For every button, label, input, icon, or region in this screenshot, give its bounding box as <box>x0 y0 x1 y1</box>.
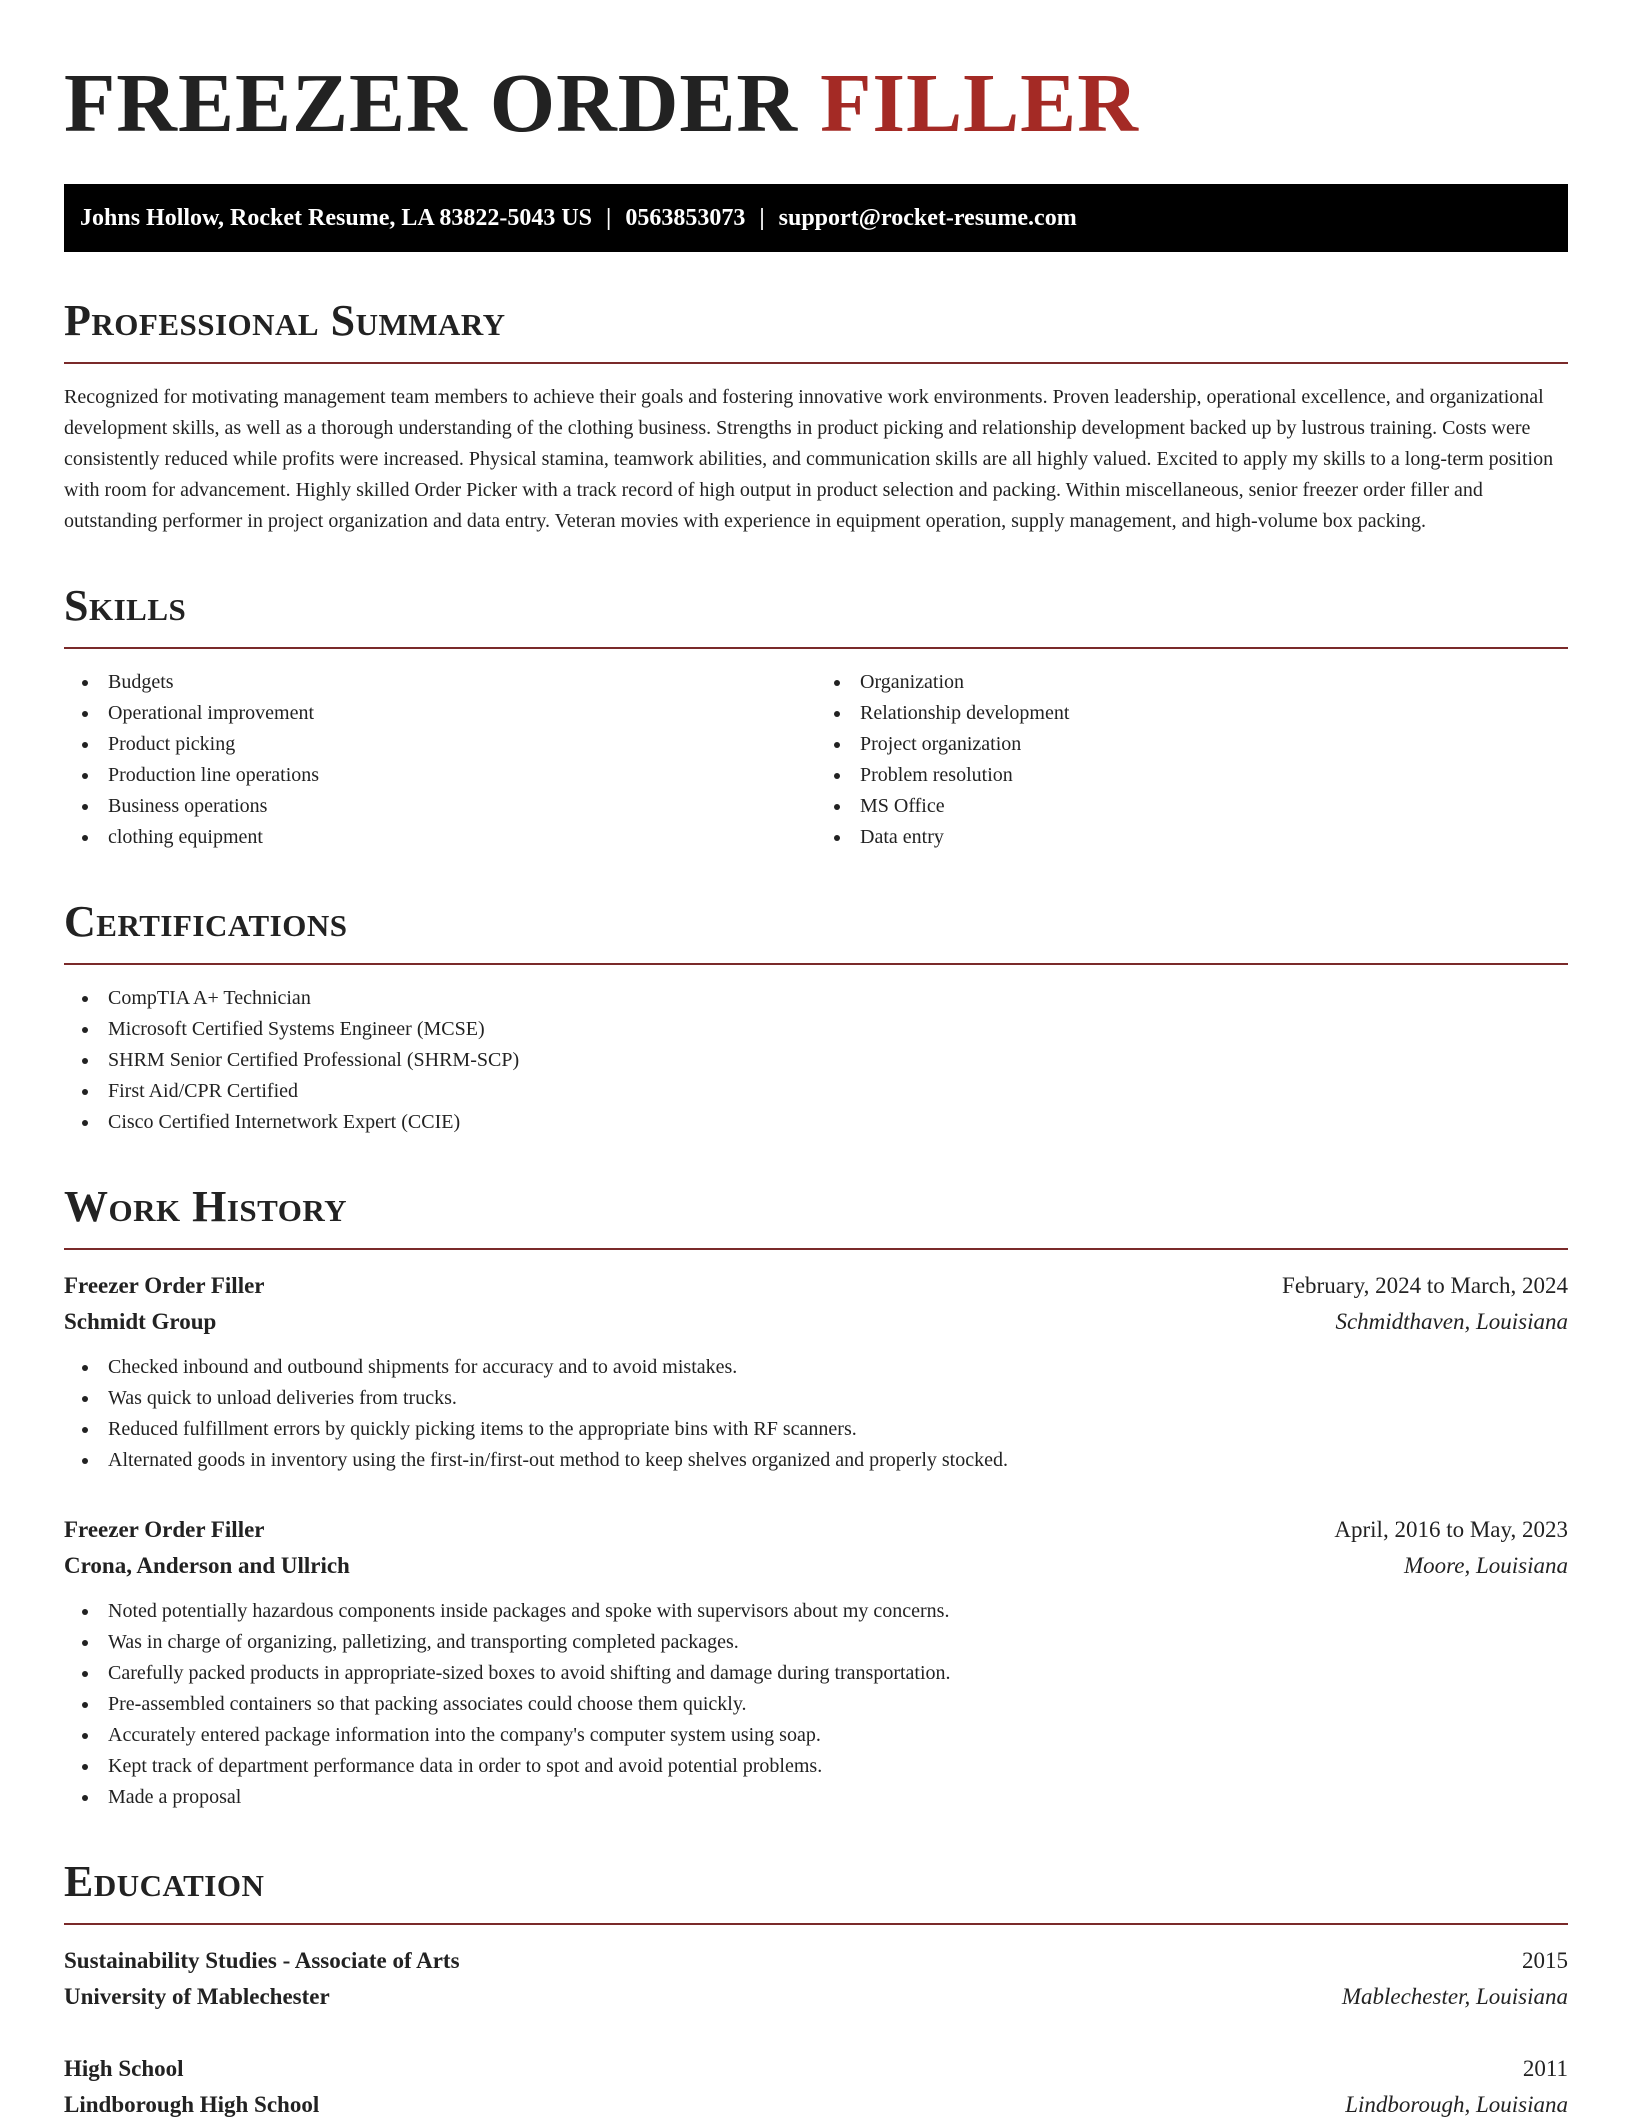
certifications-section <box>64 897 1568 1138</box>
skill-item: Relationship development <box>816 698 1568 729</box>
contact-address: Johns Hollow, Rocket Resume, LA 83822-5043 US <box>80 204 593 231</box>
certification-item: SHRM Senior Certified Professional (SHRM-SCP) <box>64 1045 1568 1076</box>
job-title: Freezer Order Filler <box>64 1517 265 1542</box>
skill-item: Operational improvement <box>64 698 816 729</box>
contact-phone: 0563853073 <box>625 204 746 231</box>
skills-section <box>64 581 1568 853</box>
section-heading: Education <box>64 1857 265 1906</box>
job-dates: February, 2024 to March, 2024 <box>1282 1273 1568 1298</box>
education-degree: High School <box>64 2056 184 2081</box>
job-header-row <box>64 1512 1568 1548</box>
skill-item: MS Office <box>816 791 1568 822</box>
title-main: FREEZER ORDER <box>64 57 799 150</box>
skill-item: Budgets <box>64 667 816 698</box>
skills-list-left <box>64 667 816 853</box>
contact-separator: | <box>606 204 612 231</box>
job-duty: Kept track of department performance data in order to spot and avoid potential problems. <box>64 1751 1568 1782</box>
certification-item: First Aid/CPR Certified <box>64 1076 1568 1107</box>
skill-item: Product picking <box>64 729 816 760</box>
education-entry <box>64 2051 1568 2123</box>
job-entry <box>64 1512 1568 1813</box>
job-company-row <box>64 1548 1568 1584</box>
education-entry <box>64 1943 1568 2015</box>
job-location: Moore, Louisiana <box>1404 1553 1568 1578</box>
work-history-section <box>64 1182 1568 1813</box>
job-duty: Checked inbound and outbound shipments for accuracy and to avoid mistakes. <box>64 1352 1568 1383</box>
job-company-row <box>64 1304 1568 1340</box>
section-divider <box>64 362 1568 364</box>
contact-bar <box>64 184 1568 252</box>
section-heading: Professional Summary <box>64 296 506 345</box>
skill-item: Problem resolution <box>816 760 1568 791</box>
job-duties-list <box>64 1596 1568 1813</box>
section-heading: Skills <box>64 581 187 630</box>
education-school: Lindborough High School <box>64 2092 320 2117</box>
skill-item: Production line operations <box>64 760 816 791</box>
skills-list-right <box>816 667 1568 853</box>
education-section <box>64 1857 1568 2123</box>
section-divider <box>64 1923 1568 1925</box>
education-location: Lindborough, Louisiana <box>1345 2092 1568 2117</box>
section-divider <box>64 963 1568 965</box>
skill-item: clothing equipment <box>64 822 816 853</box>
job-header-row <box>64 1268 1568 1304</box>
resume-title <box>64 56 1568 152</box>
summary-section <box>64 296 1568 537</box>
education-school: University of Mablechester <box>64 1984 330 2009</box>
job-dates: April, 2016 to May, 2023 <box>1334 1517 1568 1542</box>
job-company: Crona, Anderson and Ullrich <box>64 1553 350 1578</box>
title-accent: FILLER <box>820 57 1139 150</box>
certifications-list <box>64 983 1568 1138</box>
contact-separator: | <box>759 204 765 231</box>
job-duty: Was quick to unload deliveries from trucks. <box>64 1383 1568 1414</box>
job-location: Schmidthaven, Louisiana <box>1335 1309 1568 1334</box>
education-school-row <box>64 1979 1568 2015</box>
job-duty: Carefully packed products in appropriate-sized boxes to avoid shifting and damage during transportation. <box>64 1658 1568 1689</box>
section-heading: Certifications <box>64 897 348 946</box>
education-degree: Sustainability Studies - Associate of Arts <box>64 1948 460 1973</box>
certification-item: CompTIA A+ Technician <box>64 983 1568 1014</box>
job-duty: Accurately entered package information into the company's computer system using soap. <box>64 1720 1568 1751</box>
job-duty: Made a proposal <box>64 1782 1568 1813</box>
job-duty: Pre-assembled containers so that packing associates could choose them quickly. <box>64 1689 1568 1720</box>
certification-item: Microsoft Certified Systems Engineer (MCSE) <box>64 1014 1568 1045</box>
job-duty: Reduced fulfillment errors by quickly picking items to the appropriate bins with RF scanners. <box>64 1414 1568 1445</box>
skill-item: Business operations <box>64 791 816 822</box>
job-title: Freezer Order Filler <box>64 1273 265 1298</box>
education-year: 2015 <box>1522 1948 1568 1973</box>
education-location: Mablechester, Louisiana <box>1341 1984 1568 2009</box>
job-duty: Was in charge of organizing, palletizing, and transporting completed packages. <box>64 1627 1568 1658</box>
education-degree-row <box>64 2051 1568 2087</box>
job-company: Schmidt Group <box>64 1309 217 1334</box>
job-duties-list <box>64 1352 1568 1476</box>
contact-email[interactable]: support@rocket-resume.com <box>778 204 1077 231</box>
skill-item: Organization <box>816 667 1568 698</box>
section-divider <box>64 1248 1568 1250</box>
skill-item: Data entry <box>816 822 1568 853</box>
skill-item: Project organization <box>816 729 1568 760</box>
section-divider <box>64 647 1568 649</box>
education-year: 2011 <box>1522 2056 1568 2081</box>
summary-text: Recognized for motivating management team members to achieve their goals and fostering innovative work environments. Proven leadership, operational excellence, and organizational development skills, as well as a thorough understanding of the clothing business. Strengths in product picking and relationship development backed up by lustrous training. Costs were consistently reduced while profits were increased. Physical stamina, teamwork abilities, and communication skills are all highly valued. Excited to apply my skills to a long-term position with room for advancement. Highly skilled Order Picker with a track record of high output in product selection and packing. Within miscellaneous, senior freezer order filler and outstanding performer in project organization and data entry. Veteran movies with experience in equipment operation, supply management, and high-volume box packing. <box>64 386 1554 532</box>
education-degree-row <box>64 1943 1568 1979</box>
section-heading: Work History <box>64 1182 348 1231</box>
job-duty: Alternated goods in inventory using the first-in/first-out method to keep shelves organized and properly stocked. <box>64 1445 1568 1476</box>
job-entry <box>64 1268 1568 1476</box>
skills-columns <box>64 667 1568 853</box>
certification-item: Cisco Certified Internetwork Expert (CCIE) <box>64 1107 1568 1138</box>
education-school-row <box>64 2087 1568 2123</box>
job-duty: Noted potentially hazardous components inside packages and spoke with supervisors about my concerns. <box>64 1596 1568 1627</box>
